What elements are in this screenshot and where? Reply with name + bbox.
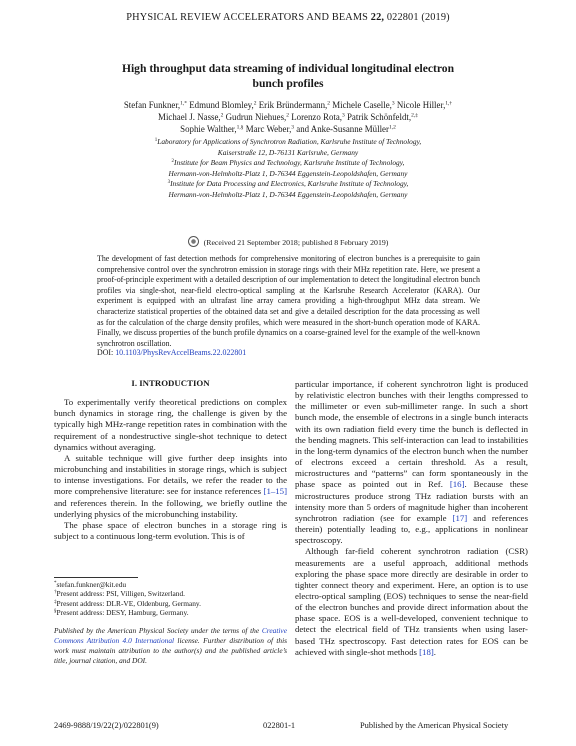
paragraph-text: and references therein) potentially leading to, e.g., applications in nonlinear spectroscopy. — [295, 512, 529, 546]
license-text: license. Further distribution of this work must maintain attribution to the author(s) and the published article’s title, journal citation, and DOI. — [54, 636, 287, 665]
affiliation-number: 2 — [171, 159, 175, 165]
author-affil-mark: 3 — [291, 124, 295, 131]
received-line — [0, 236, 576, 247]
author-name: Edmund Blomley, — [189, 100, 254, 110]
paragraph — [54, 453, 287, 520]
footnotes — [54, 580, 287, 618]
author-affil-mark: 2 — [286, 112, 290, 119]
article-number: 022801 (2019) — [386, 12, 450, 23]
footer-publisher: Published by the American Physical Society — [360, 721, 509, 730]
paragraph-text: . Because these microstructures produce strong THz radiation bursts with an intensity more than 5 orders of magnitude higher than incoherent synchrotron radiation (see for example — [295, 479, 528, 523]
footer-issn: 2469-9888/19/22(2)/022801(9) — [54, 721, 159, 730]
author-affil-mark: 3 — [391, 100, 395, 107]
author-affil-mark: 3 — [342, 112, 345, 119]
title-line: High throughput data streaming of individual longitudinal electron — [121, 62, 455, 75]
footnote-text: Present address: DESY, Hamburg, Germany. — [56, 608, 189, 618]
author-name: Michael J. Nasse, — [158, 112, 221, 122]
doi-label: DOI: — [97, 348, 114, 357]
author-affil-mark: 2 — [253, 100, 257, 107]
footnote-mark: § — [54, 609, 57, 615]
paragraph-text: . — [433, 646, 436, 657]
author-line — [70, 99, 506, 111]
footnote-mark: * — [54, 581, 57, 587]
paragraph: The phase space of electron bunches in a storage ring is subject to a continuous long-term evolution. This is of — [54, 519, 287, 542]
paragraph — [295, 546, 528, 658]
author-affil-mark: 1,§ — [236, 124, 244, 131]
citation-link[interactable]: [1–15] — [263, 486, 287, 497]
author-name: Lorenzo Rota, — [291, 112, 343, 122]
paragraph-text: particular importance, if coherent synchrotron light is produced by relativistic electron bunches with their lengths compressed to the millimeter or even sub-millimeter range. In such a short bunch mode, the ensemble of electrons in a single bunch interacts with its own radiation field every time the bunch is deflected in the bending magnets. This self-interaction can lead to instabilities in the long-term dynamics of the electron bunch when the number of electrons exceed a certain threshold. As a result, microstructures and “patterns” can form spontaneously in the phase space as pointed out in Ref. — [295, 379, 528, 490]
paragraph-text: Although far-field coherent synchrotron radiation (CSR) measurements are a useful approach, additional methods exploring the phase space more directly are desirable in order to tighter connect theory and experiment. Here, an option is to use electro-optical sampling (EOS) techniques to sense the near-field of the electron bunches and provide direct information about the phase space. EOS is a well-developed, convenient technique to detect the electrical field of THz transients when using laser-based THz spectroscopy. Fast detection rates for EOS can be achieved with single-shot methods — [295, 546, 528, 657]
author-name: Gudrun Niehues, — [225, 112, 287, 122]
author-line — [70, 123, 506, 135]
paragraph — [295, 379, 528, 546]
author-name: Marc Weber, — [245, 124, 292, 134]
abstract: The development of fast detection methods for comprehensive monitoring of electron bunches is a prerequisite to gain comprehensive control over the synchrotron emission in storage rings with their MHz repetition rate. Here, we present a proof-of-principle experiment with a detailed description of our implementation to detect the longitudinal electron bunch profiles via single-shot, near-field electro-optical sampling at the Karlsruhe Research Accelerator (KARA). Our experiment is equipped with an ultrafast line array camera providing a high-throughput MHz data stream. We characterize statistical properties of the obtained data set and give a detailed description for the data processing as well as for the calculation of the charge density profiles, which were measured in the short-bunch operation mode of KARA. Finally, we discuss properties of the bunch profile dynamics on a coarse-grained level for the example of the well-known synchrotron oscillation. — [97, 254, 480, 348]
affiliation — [80, 158, 496, 169]
footnote-divider — [54, 577, 138, 578]
author-name: Sophie Walther, — [180, 124, 237, 134]
journal-volume: 22, — [370, 12, 385, 23]
footnote — [54, 608, 287, 617]
affiliation-line: Hermann-von-Helmholtz-Platz 1, D-76344 Eggenstein-Leopoldshafen, Germany — [168, 168, 408, 178]
author-name: Patrik Schönfeldt, — [346, 112, 412, 122]
citation-link[interactable]: [16] — [449, 479, 465, 490]
journal-name: PHYSICAL REVIEW ACCELERATORS AND BEAMS — [126, 12, 369, 23]
affiliation-number: 1 — [154, 138, 158, 143]
author-affil-mark: 2 — [220, 112, 224, 119]
doi-line — [97, 348, 246, 357]
author-line — [70, 111, 506, 123]
author-affil-mark: 2 — [327, 100, 331, 107]
footnote-mark: ‡ — [54, 600, 57, 606]
license-notice — [54, 626, 287, 666]
author-name: Stefan Funkner, — [123, 100, 181, 110]
author-name: Michele Caselle, — [332, 100, 392, 110]
open-access-icon[interactable] — [188, 236, 199, 247]
author-affil-mark: 1,2 — [388, 124, 396, 131]
received-dates: (Received 21 September 2018; published 8 February 2019) — [203, 238, 389, 247]
citation-link[interactable]: [17] — [452, 512, 468, 523]
affiliation-number: 3 — [167, 180, 171, 186]
paragraph-text: and references therein. In the following, we briefly outline the underlying physics of the microbunching instability. — [54, 497, 287, 519]
footnote — [54, 599, 287, 608]
author-list — [70, 99, 506, 135]
footer-page-number: 022801-1 — [263, 721, 296, 730]
section-heading: I. INTRODUCTION — [131, 378, 210, 388]
left-column — [54, 378, 287, 542]
footnote — [54, 580, 287, 589]
paragraph-text: A suitable technique will give further deep insights into microbunching and instabilities in storage rings, which is subject to intense investigations. For details, we refer the reader to the more comprehensive literature: see for instance references — [54, 452, 287, 497]
paragraph: To experimentally verify theoretical predictions on complex bunch dynamics in storage ring, the challenge is given by the typically high MHz-range repetition rates in combination with the requirement of a nondestructive single-shot technique to detect dynamics without averaging. — [54, 397, 287, 452]
footnote-text: Present address: PSI, Villigen, Switzerland. — [56, 589, 186, 599]
paper-title — [90, 62, 486, 91]
affiliation-list — [80, 137, 496, 201]
affiliation — [80, 179, 496, 190]
right-column — [295, 379, 528, 658]
citation-link[interactable]: [18] — [419, 646, 434, 657]
author-affil-mark: 2,‡ — [411, 112, 418, 119]
footnote-mark: † — [54, 590, 57, 596]
author-name: Erik Bründermann, — [258, 100, 328, 110]
affiliation-line: Hermann-von-Helmholtz-Platz 1, D-76344 Eggenstein-Leopoldshafen, Germany — [168, 189, 408, 199]
running-head — [0, 12, 576, 23]
author-affil-mark: 1,† — [445, 100, 453, 107]
title-line: bunch profiles — [252, 76, 324, 90]
affiliation-line: Kaiserstraße 12, D-76131 Karlsruhe, Germany — [217, 147, 359, 157]
author-affil-mark: 1,* — [180, 100, 188, 107]
footnote-text: Present address: DLR-VE, Oldenburg, Germany. — [56, 598, 201, 608]
affiliation-line: Laboratory for Applications of Synchrotron Radiation, Karlsruhe Institute of Technology, — [157, 137, 422, 146]
affiliation-line: Institute for Data Processing and Electronics, Karlsruhe Institute of Technology, — [170, 179, 409, 189]
author-name: Nicole Hiller, — [396, 100, 446, 110]
affiliation-line: Institute for Beam Physics and Technology, Karlsruhe Institute of Technology, — [174, 158, 405, 168]
affiliation — [80, 137, 496, 148]
license-link[interactable]: Creative Commons Attribution 4.0 International — [54, 626, 287, 645]
doi-link[interactable]: 10.1103/PhysRevAccelBeams.22.022801 — [115, 348, 247, 357]
license-text: Published by the American Physical Society under the terms of the — [54, 626, 262, 635]
footnote — [54, 589, 287, 598]
footnote-text: stefan.funkner@kit.edu — [56, 580, 127, 589]
author-name: and Anke-Susanne Müller — [296, 124, 389, 134]
